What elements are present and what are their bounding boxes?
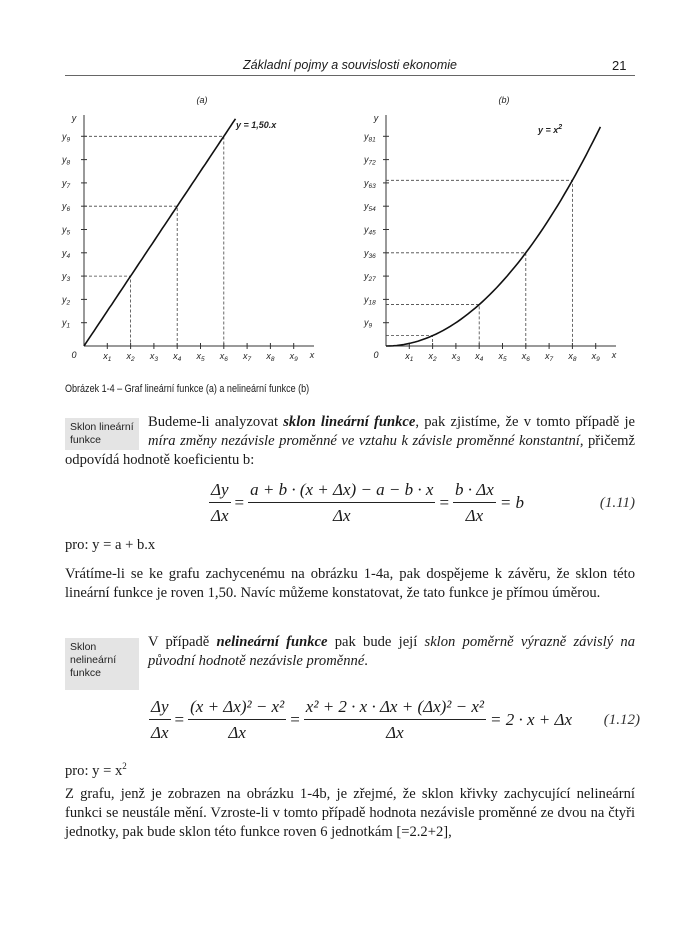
function-label: $y = x^2$	[538, 124, 563, 135]
y-tick-label: $y_3$	[62, 271, 71, 284]
y-tick-label: $y_{36}$	[364, 247, 376, 260]
x-tick-label: $x_8$	[568, 351, 577, 363]
equation-result: = 2 · x + Δx	[490, 710, 573, 729]
function-curve	[386, 127, 600, 346]
x-tick-label: $x_4$	[475, 351, 484, 363]
margin-note-nonlinear-slope: Sklon nelineární funkce	[65, 638, 139, 690]
emphasis-term: nelineární funkce	[216, 634, 328, 650]
y-tick-label: $y_1$	[62, 317, 71, 330]
formula-note-linear: pro: y = a + b.x	[65, 537, 156, 553]
panel-label: (b)	[498, 95, 510, 105]
x-tick-label: $x_7$	[243, 351, 252, 363]
x-tick-label: $x_6$	[521, 351, 530, 363]
fraction-denominator: Δx	[333, 506, 351, 525]
guide-line	[386, 180, 572, 346]
y-tick-label: $y_{81}$	[364, 131, 376, 144]
margin-note-spacer	[65, 413, 148, 451]
fraction-numerator: a + b · (x + Δx) − a − b · x	[248, 480, 435, 503]
x-axis-label: x	[309, 350, 315, 360]
paragraph-nonlinear-conclusion: Z grafu, jenž je zobrazen na obrázku 1-4b, je zřejmé, že sklon křivky zachycující nelineární funkci se neustále mění. Vzroste-li v tomto případě hodnota nezávisle proměnné ze dvou na čtyři jednotky, pak bude sklon této funkce roven 6 jednotkám [=2.2+2],	[65, 786, 635, 840]
x-tick-label: $x_9$	[289, 351, 298, 363]
x-tick-label: $x_9$	[591, 351, 600, 363]
equation-number: (1.11)	[599, 494, 635, 511]
x-tick-label: $x_5$	[498, 351, 507, 363]
text: pak bude její	[327, 634, 425, 650]
fraction-numerator: Δy	[209, 480, 231, 503]
equation-number: (1.12)	[603, 711, 640, 728]
text: Budeme-li analyzovat	[148, 414, 284, 430]
origin-label: 0	[373, 350, 379, 360]
emphasis-text: míra změny nezávisle proměnné ve vztahu k závisle proměnné konstantní	[148, 433, 580, 449]
x-tick-label: $x_4$	[173, 351, 182, 363]
x-tick-label: $x_1$	[405, 351, 414, 363]
fraction-denominator: Δx	[211, 506, 229, 525]
text: .	[364, 653, 368, 669]
fraction-denominator: Δx	[386, 723, 404, 742]
fraction-denominator: Δx	[151, 723, 169, 742]
x-tick-label: $x_2$	[428, 351, 437, 363]
function-label: y = 1,50.x	[236, 120, 277, 130]
margin-note-linear-slope: Sklon lineární funkce	[65, 418, 139, 450]
y-axis-label: y	[373, 113, 379, 123]
function-curve	[84, 119, 236, 346]
text: V případě	[148, 634, 217, 650]
chart-linear	[61, 95, 315, 363]
x-tick-label: $x_3$	[451, 351, 460, 363]
running-header: Základní pojmy a souvislosti ekonomie	[243, 58, 457, 72]
y-tick-label: $y_5$	[62, 224, 71, 237]
y-tick-label: $y_{54}$	[364, 201, 376, 214]
equation-result: = b	[499, 493, 525, 512]
formula-note-nonlinear	[65, 757, 127, 781]
x-tick-label: $x_7$	[545, 351, 554, 363]
y-tick-label: $y_{27}$	[364, 271, 376, 284]
y-tick-label: $y_9$	[364, 317, 373, 330]
text: , přičemž odpovídá hodnotě koeficientu b:	[65, 433, 635, 468]
fraction-numerator: b · Δx	[453, 480, 496, 503]
text: , pak zjistíme, že v tomto případě je	[415, 414, 636, 430]
x-tick-label: $x_6$	[219, 351, 228, 363]
y-tick-label: $y_9$	[62, 131, 71, 144]
fraction-denominator: Δx	[465, 506, 484, 525]
x-tick-label: $x_8$	[266, 351, 275, 363]
y-tick-label: $y_{63}$	[364, 177, 376, 190]
chart-nonlinear	[363, 95, 617, 363]
y-tick-label: $y_{18}$	[364, 294, 376, 307]
paragraph-linear-conclusion: Vrátíme-li se ke grafu zachycenému na obrázku 1-4a, pak dospějeme k závěru, že sklon této lineární funkce je roven 1,50. Navíc můžeme konstatovat, že tato funkce je přímou úměrou.	[65, 566, 635, 601]
fraction-numerator: Δy	[149, 697, 171, 720]
x-tick-label: $x_3$	[149, 351, 158, 363]
y-tick-label: $y_6$	[62, 201, 71, 214]
equation-1-11: $\frac{\Delta y}{\Delta x}$ = $\frac{a + b \cdot (x + \Delta x) - a - b \cdot x}{\Delta x}$ = $\frac{b \cdot \Delta x}{\Delta x}$ = b (1.11)	[211, 480, 635, 525]
y-tick-label: $y_8$	[62, 154, 71, 167]
emphasis-text: sklon poměrně výrazně závislý na původní hodnotě nezávisle proměnné	[148, 634, 635, 669]
paragraph-linear-slope	[65, 413, 635, 470]
x-tick-label: $x_5$	[196, 351, 205, 363]
equation-1-12: $\frac{\Delta y}{\Delta x}$ = $\frac{\text{(x + Δx)² − x²}}{\Delta x}$ = $\frac{\text{x² + 2 · x · Δx + (Δx)² − x²}}{\Delta x}$ = 2 · x + Δx (1.12)	[151, 697, 640, 742]
panel-label: (a)	[196, 95, 208, 105]
x-tick-label: $x_1$	[103, 351, 112, 363]
origin-label: 0	[71, 350, 77, 360]
fraction-numerator: x² + 2 · x · Δx + (Δx)² − x²	[304, 697, 486, 720]
fraction-denominator: Δx	[228, 723, 246, 742]
x-tick-label: $x_2$	[126, 351, 135, 363]
figure-caption: Obrázek 1-4 – Graf lineární funkce (a) a nelineární funkce (b)	[65, 383, 310, 395]
emphasis-term: sklon lineární funkce	[283, 414, 416, 430]
guide-line	[386, 253, 526, 346]
y-tick-label: $y_7$	[62, 177, 71, 190]
paragraph-nonlinear-slope	[148, 633, 635, 671]
text: pro: y = x	[65, 762, 123, 779]
y-tick-label: $y_2$	[62, 294, 71, 307]
figure-charts	[0, 0, 700, 380]
page-number: 21	[612, 58, 627, 73]
x-axis-label: x	[611, 350, 617, 360]
y-axis-label: y	[71, 113, 77, 123]
y-tick-label: $y_{45}$	[364, 224, 376, 237]
y-tick-label: $y_4$	[62, 247, 71, 260]
y-tick-label: $y_{72}$	[364, 154, 376, 167]
fraction-numerator: (x + Δx)² − x²	[188, 697, 286, 720]
superscript: 2	[122, 761, 127, 771]
